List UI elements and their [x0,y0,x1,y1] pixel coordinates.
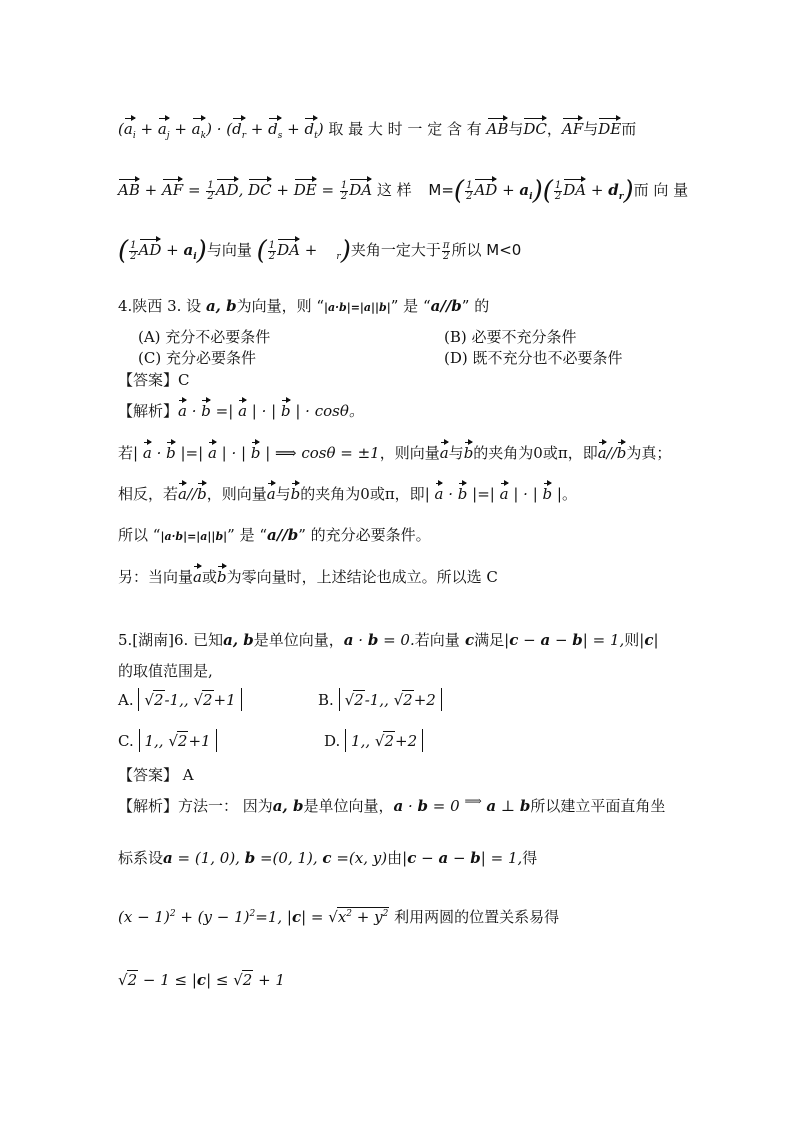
analysis-text: 的夹角为0或π，即 [300,485,425,503]
q4-text: ” 的 [461,297,490,315]
answer-label: 【答案】 [118,371,179,389]
analysis-text: 另：当向量 [118,568,194,586]
q4-option-b: (B) 必要不充分条件 [444,328,577,346]
formula-line-1: $(a_i + a_j + a_k) \cdot (d_r + d_s + d_t)$ 取 最 大 时 一 定 含 有 AB与DC，AF与DE而 [118,120,637,141]
analysis-text: 标系设 [118,849,164,867]
q5-option-a: A. √2-1,, √2+1 [118,688,242,711]
formula-line-3: ( $\frac{1}{2}$ AD + $a_i$)与向量 ( $\frac{1}{2}$ DA + $_r$)夹角一定大于 $\frac{\pi}{2}$ 所以 M<0 [118,236,522,266]
question-5-cont [118,660,213,681]
q5-option-b: B. √2-1,, √2+2 [318,688,442,711]
answer-value: C [178,371,190,389]
q5-option-c: C. 1,, √2+1 [118,729,217,752]
q5-answer [118,764,194,785]
q5-text: 是单位向量， [253,631,344,649]
q4-condition-2: a//b [267,526,299,544]
analysis-text: 若 [118,444,134,462]
q5-analysis-3: $(x - 1)^2 + (y - 1)^2=1$, $|c| = √x^2 + y^2$ 利用两圆的位置关系易得 [118,908,560,926]
q5-text: 满足 [474,631,505,649]
answer-value: A [182,766,194,784]
q4-condition-2: a//b [430,297,462,315]
conclusion-text: 所以 M<0 [451,241,522,259]
vector-text: 而 向 量 [633,181,689,199]
q5-text: 则 [624,631,640,649]
analysis-text: 由 [387,849,403,867]
analysis-text: ” 是 “ [227,526,268,544]
q4-option-d: (D) 既不充分也不必要条件 [444,349,623,367]
option-label: B. [318,691,334,709]
analysis-text: 是单位向量， [303,797,394,815]
q4-option-a: (A) 充分不必要条件 [138,328,271,346]
option-label: C. [118,732,134,750]
analysis-text: 或 [201,568,217,586]
m-label: M= [428,181,454,199]
q4-analysis-1: 若| a · b |=| a | · | b | ⟹ cosθ = ±1，则向量a与b的夹角为0或π，即a//b为真； [118,444,672,462]
q5-analysis-1: 【解析】方法一： 因为a, b是单位向量，a · b = 0 ⟹ a ⊥ b所以建立平面直角坐 [118,794,666,815]
analysis-text: ” 的充分必要条件。 [298,526,431,544]
yu-text: 与向量 [206,241,252,259]
and-text: 与 [583,120,599,138]
q4-text: ” 是 “ [390,297,431,315]
q5-text: 若向量 [414,631,460,649]
q4-analysis-header: 【解析】a · b =| a | · | b | · cosθ。 [118,402,364,420]
q4-option-c: (C) 充分必要条件 [138,349,256,367]
q5-result: √2 − 1 ≤ |c| ≤ √2 + 1 [118,971,285,989]
q4-answer [118,369,190,390]
analysis-text: 方法一： 因为 [178,797,273,815]
option-label: A. [118,691,134,709]
analysis-text: ，则向量 [379,444,440,462]
q4-analysis-4: 另：当向量a或b为零向量时，上述结论也成立。所以选 C [118,568,498,586]
option-label: D. [324,732,341,750]
q5-option-d: D. 1,, √2+2 [324,729,423,752]
zheyang-text: 这 样 [376,181,412,199]
angle-text: 夹角一定大于 [350,241,441,259]
q4-number: 4.陕西 3. 设 [118,297,202,315]
q5-text: 的取值范围是, [118,662,213,680]
line1-text: 取 最 大 时 一 定 含 有 [328,120,482,138]
q4-condition-1: |a·b|=|a||b| [324,301,391,314]
q4-analysis-2: 相反，若a//b，则向量a与b的夹角为0或π，即| a · b |=| a | · | b |。 [118,485,577,503]
analysis-text: 与 [448,444,464,462]
formula-line-2: AB + AF = $\frac{1}{2}$ AD, DC + DE = $\frac{1}{2}$ DA 这 样 M=( $\frac{1}{2}$ AD + $a_i$)( $\frac{1}{2}$ DA + $d_r$)而 向 量 [118,176,689,206]
analysis-text: ，则向量 [206,485,267,503]
analysis-label: 【解析】 [118,402,179,420]
analysis-text: 利用两圆的位置关系易得 [394,908,560,926]
analysis-text: 为零向量时，上述结论也成立。所以选 C [226,568,498,586]
analysis-text: 相反，若 [118,485,179,503]
analysis-text: 得 [522,849,538,867]
answer-label: 【答案】 [118,766,179,784]
and-text: 与 [508,120,524,138]
analysis-label: 【解析】 [118,797,179,815]
q4-condition-1: |a·b|=|a||b| [160,530,228,543]
er-text: 而 [621,120,637,138]
analysis-text: 与 [275,485,291,503]
analysis-text: 。 [561,485,577,503]
q5-analysis-2: 标系设a = (1, 0), b =(0, 1), c =(x, y)由|c − a − b| = 1,得 [118,849,538,867]
analysis-text: 所以 “ [118,526,161,544]
analysis-text: 所以建立平面直角坐 [530,797,666,815]
analysis-text: 的夹角为0或π，即 [473,444,598,462]
analysis-text: 为真； [626,444,672,462]
q5-number: 5.[湖南]6. 已知 [118,631,224,649]
q4-text: 为向量，则 “ [236,297,325,315]
question-4: 4.陕西 3. 设 a, b为向量，则 “|a·b|=|a||b|” 是 “a//b” 的 [118,297,490,315]
question-5: 5.[湖南]6. 已知a, b是单位向量，a · b = 0.若向量 c满足|c − a − b| = 1,则|c| [118,631,659,649]
q4-analysis-3 [118,524,431,545]
